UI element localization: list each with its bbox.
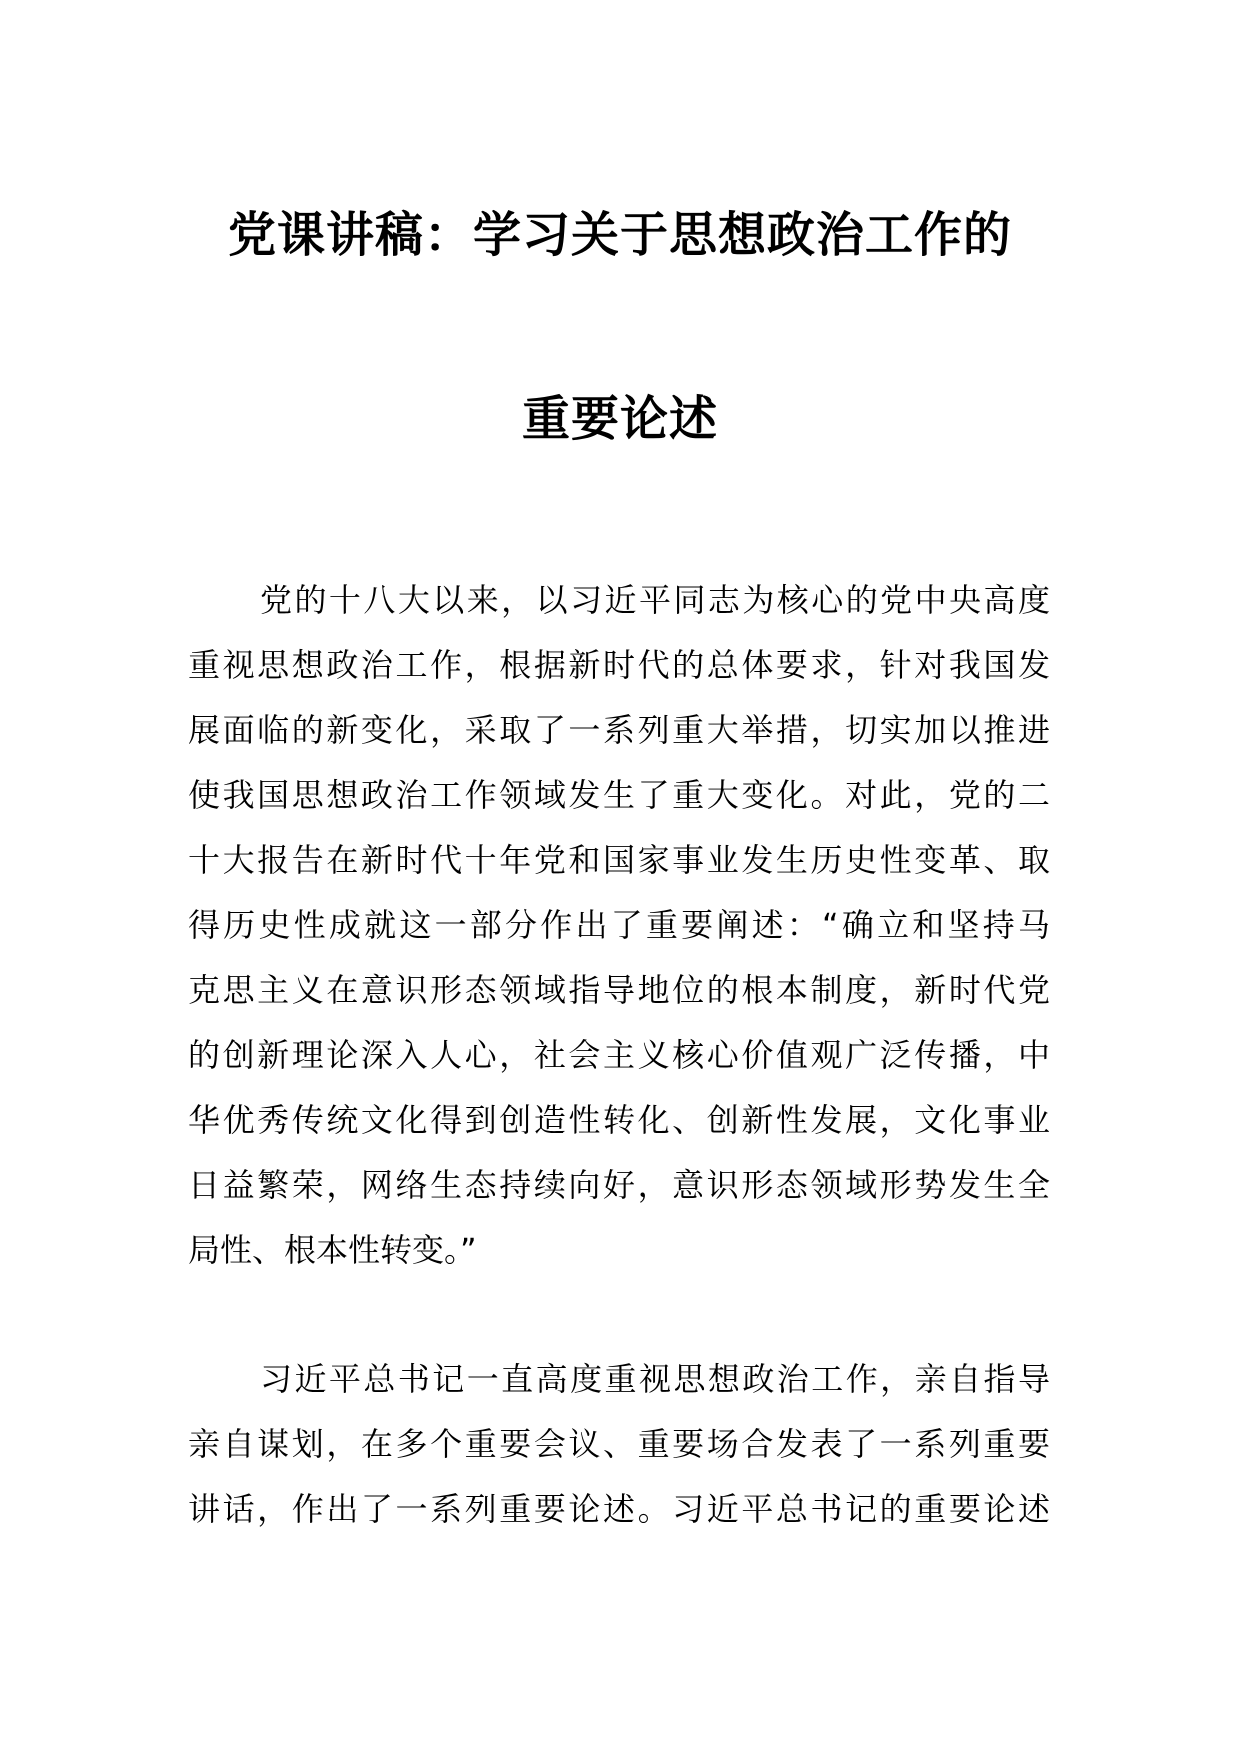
text-line: 华优秀传统文化得到创造性转化、创新性发展，文化事业 bbox=[188, 1101, 1050, 1139]
text-line: 得历史性成就这一部分作出了重要阐述：“确立和坚持马 bbox=[188, 906, 1050, 944]
text-line: 展面临的新变化，采取了一系列重大举措，切实加以推进 bbox=[188, 711, 1050, 749]
text-line: 习近平总书记一直高度重视思想政治工作，亲自指导 bbox=[260, 1360, 1050, 1398]
text-line: 使我国思想政治工作领域发生了重大变化。对此，党的二 bbox=[188, 776, 1050, 814]
document-title-line-1: 党课讲稿：学习关于思想政治工作的 bbox=[227, 207, 1012, 263]
text-line: 十大报告在新时代十年党和国家事业发生历史性变革、取 bbox=[188, 841, 1050, 879]
text-line: 局性、根本性转变。” bbox=[188, 1231, 477, 1269]
text-line: 日益繁荣，网络生态持续向好，意识形态领域形势发生全 bbox=[188, 1166, 1050, 1204]
text-line: 克思主义在意识形态领域指导地位的根本制度，新时代党 bbox=[188, 971, 1050, 1009]
text-line: 党的十八大以来，以习近平同志为核心的党中央高度 bbox=[260, 581, 1050, 619]
text-line: 重视思想政治工作，根据新时代的总体要求，针对我国发 bbox=[188, 646, 1050, 684]
paragraph-1 bbox=[188, 568, 1050, 1283]
document-title-line-2: 重要论述 bbox=[521, 391, 718, 447]
text-line: 亲自谋划，在多个重要会议、重要场合发表了一系列重要 bbox=[188, 1425, 1050, 1463]
text-line: 的创新理论深入人心，社会主义核心价值观广泛传播，中 bbox=[188, 1036, 1050, 1074]
text-line: 讲话，作出了一系列重要论述。习近平总书记的重要论述 bbox=[188, 1490, 1050, 1528]
paragraph-2 bbox=[188, 1347, 1050, 1542]
